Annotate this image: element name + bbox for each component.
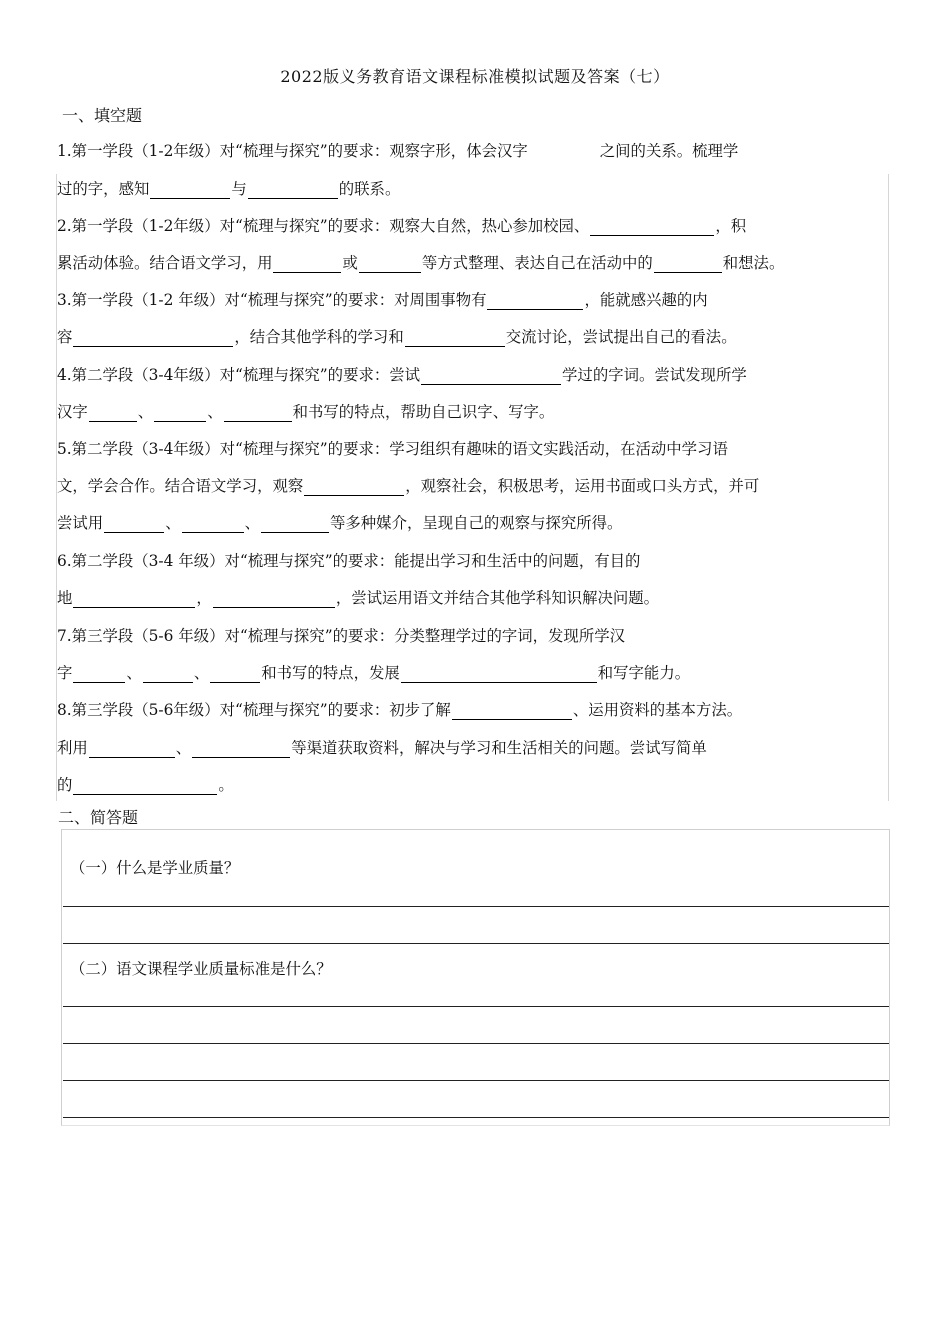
question-text: 的联系。	[338, 180, 401, 198]
section-heading-short-answer: 二、简答题	[58, 808, 139, 827]
answer-blank[interactable]	[401, 664, 597, 683]
answer-blank[interactable]	[359, 254, 421, 273]
question-text: 交流讨论，尝试提出自己的看法。	[505, 328, 737, 346]
question-4-line-2	[57, 394, 887, 431]
question-text: 和想法。	[722, 254, 785, 272]
question-text: ，	[196, 589, 212, 607]
answer-blank[interactable]	[654, 254, 722, 273]
question-text: 。	[218, 776, 234, 794]
question-text: 字	[57, 664, 73, 682]
answer-blank[interactable]	[73, 776, 217, 795]
answer-blank[interactable]	[224, 403, 292, 422]
question-text: 或	[342, 254, 358, 272]
question-text: 5.第二学段（3-4年级）对“梳理与探究”的要求：学习组织有趣味的语文实践活动，在活动中学习语	[57, 440, 728, 458]
question-text: 、	[137, 403, 154, 421]
question-7-line-1	[57, 618, 887, 655]
question-text: 利用	[57, 739, 88, 757]
answer-blank[interactable]	[487, 291, 583, 310]
answer-blank[interactable]	[154, 403, 206, 422]
question-text: 等多种媒介，呈现自己的观察与探究所得。	[330, 514, 623, 532]
question-text: 容	[57, 328, 73, 346]
question-5-line-3	[57, 505, 887, 542]
question-text: 汉字	[57, 403, 88, 421]
question-text: ，结合其他学科的学习和	[234, 328, 404, 346]
question-3-line-1	[57, 282, 887, 319]
question-text: 8.第三学段（5-6年级）对“梳理与探究”的要求：初步了解	[57, 701, 451, 719]
question-8-line-2	[57, 730, 887, 767]
answer-blank[interactable]	[452, 701, 572, 720]
question-text: 过的字，感知	[57, 180, 150, 198]
question-text: 和写字能力。	[597, 664, 691, 682]
answer-blank[interactable]	[192, 739, 290, 758]
question-2-line-1	[57, 208, 887, 245]
question-2-line-2	[57, 245, 887, 282]
question-6-line-1	[57, 543, 887, 580]
answer-blank[interactable]	[89, 739, 175, 758]
short-answer-question-2: （二）语文课程学业质量标准是什么？	[70, 960, 332, 978]
answer-blank[interactable]	[213, 589, 335, 608]
question-8-line-3	[57, 767, 887, 804]
question-text: 和书写的特点，发展	[261, 664, 400, 682]
question-6-line-2	[57, 580, 887, 617]
question-text: 等方式整理、表达自己在活动中的	[421, 254, 653, 272]
question-text: 、	[175, 739, 192, 757]
question-text: 7.第三学段（5-6 年级）对“梳理与探究”的要求：分类整理学过的字词，发现所学汉	[57, 627, 625, 645]
answer-line[interactable]	[63, 1080, 889, 1081]
question-text: 、	[193, 664, 210, 682]
question-text: 之间的关系。梳理学	[599, 142, 739, 160]
question-text: 文，学会合作。结合语文学习，观察	[57, 477, 304, 495]
question-5-line-2	[57, 468, 887, 505]
answer-blank[interactable]	[590, 217, 714, 236]
question-text: 和书写的特点，帮助自己识字、写字。	[292, 403, 555, 421]
answer-line[interactable]	[63, 1043, 889, 1044]
question-1-line-2	[57, 171, 887, 208]
question-text: 、	[165, 514, 181, 532]
question-text: 、	[244, 514, 260, 532]
question-text: ，积	[715, 217, 747, 235]
question-text: 学过的字词。尝试发现所学	[562, 366, 747, 384]
answer-blank[interactable]	[421, 366, 561, 385]
answer-blank[interactable]	[104, 514, 164, 533]
answer-blank[interactable]	[73, 328, 233, 347]
question-text: 等渠道获取资料，解决与学习和生活相关的问题。尝试写简单	[291, 739, 707, 757]
question-text: 、运用资料的基本方法。	[572, 701, 743, 719]
question-5-line-1	[57, 431, 887, 468]
short-answer-question-1: （一）什么是学业质量？	[70, 859, 240, 877]
answer-blank[interactable]	[248, 180, 338, 199]
question-text: 2.第一学段（1-2年级）对“梳理与探究”的要求：观察大自然，热心参加校园、	[57, 217, 590, 235]
answer-blank[interactable]	[73, 664, 125, 683]
question-7-line-2	[57, 655, 887, 692]
question-text: 、	[126, 664, 142, 682]
answer-blank[interactable]	[73, 589, 195, 608]
answer-blank[interactable]	[405, 328, 505, 347]
question-1-line-1	[57, 133, 887, 170]
section-heading-fill-in: 一、填空题	[62, 106, 143, 125]
answer-blank[interactable]	[89, 403, 137, 422]
question-text: 与	[231, 180, 247, 198]
answer-blank[interactable]	[182, 514, 244, 533]
answer-blank[interactable]	[304, 477, 404, 496]
answer-line[interactable]	[63, 943, 889, 944]
question-text: ，能就感兴趣的内	[584, 291, 708, 309]
question-8-line-1	[57, 692, 887, 729]
question-text: 3.第一学段（1-2 年级）对“梳理与探究”的要求：对周围事物有	[57, 291, 487, 309]
answer-line[interactable]	[63, 1117, 889, 1118]
question-text: 4.第二学段（3-4年级）对“梳理与探究”的要求：尝试	[57, 366, 421, 384]
answer-line[interactable]	[63, 906, 889, 907]
question-4-line-1	[57, 357, 887, 394]
answer-blank[interactable]	[143, 664, 193, 683]
question-text: 的	[57, 776, 73, 794]
question-text: 尝试用	[57, 514, 104, 532]
question-text: 地	[57, 589, 73, 607]
question-3-line-2	[57, 319, 887, 356]
question-text: 1.第一学段（1-2年级）对“梳理与探究”的要求：观察字形，体会汉字	[57, 142, 528, 160]
question-text: 累活动体验。结合语文学习，用	[57, 254, 273, 272]
answer-blank[interactable]	[150, 180, 230, 199]
question-text: ，尝试运用语文并结合其他学科知识解决问题。	[335, 589, 660, 607]
question-text: 6.第二学段（3-4 年级）对“梳理与探究”的要求：能提出学习和生活中的问题，有目的	[57, 552, 641, 570]
answer-blank[interactable]	[261, 514, 329, 533]
answer-blank[interactable]	[210, 664, 260, 683]
answer-line[interactable]	[63, 1006, 889, 1007]
answer-blank[interactable]	[273, 254, 341, 273]
question-text: 、	[207, 403, 223, 421]
question-text: ，观察社会，积极思考，运用书面或口头方式，并可	[405, 477, 760, 495]
page-title: 2022版义务教育语文课程标准模拟试题及答案（七）	[280, 67, 670, 86]
